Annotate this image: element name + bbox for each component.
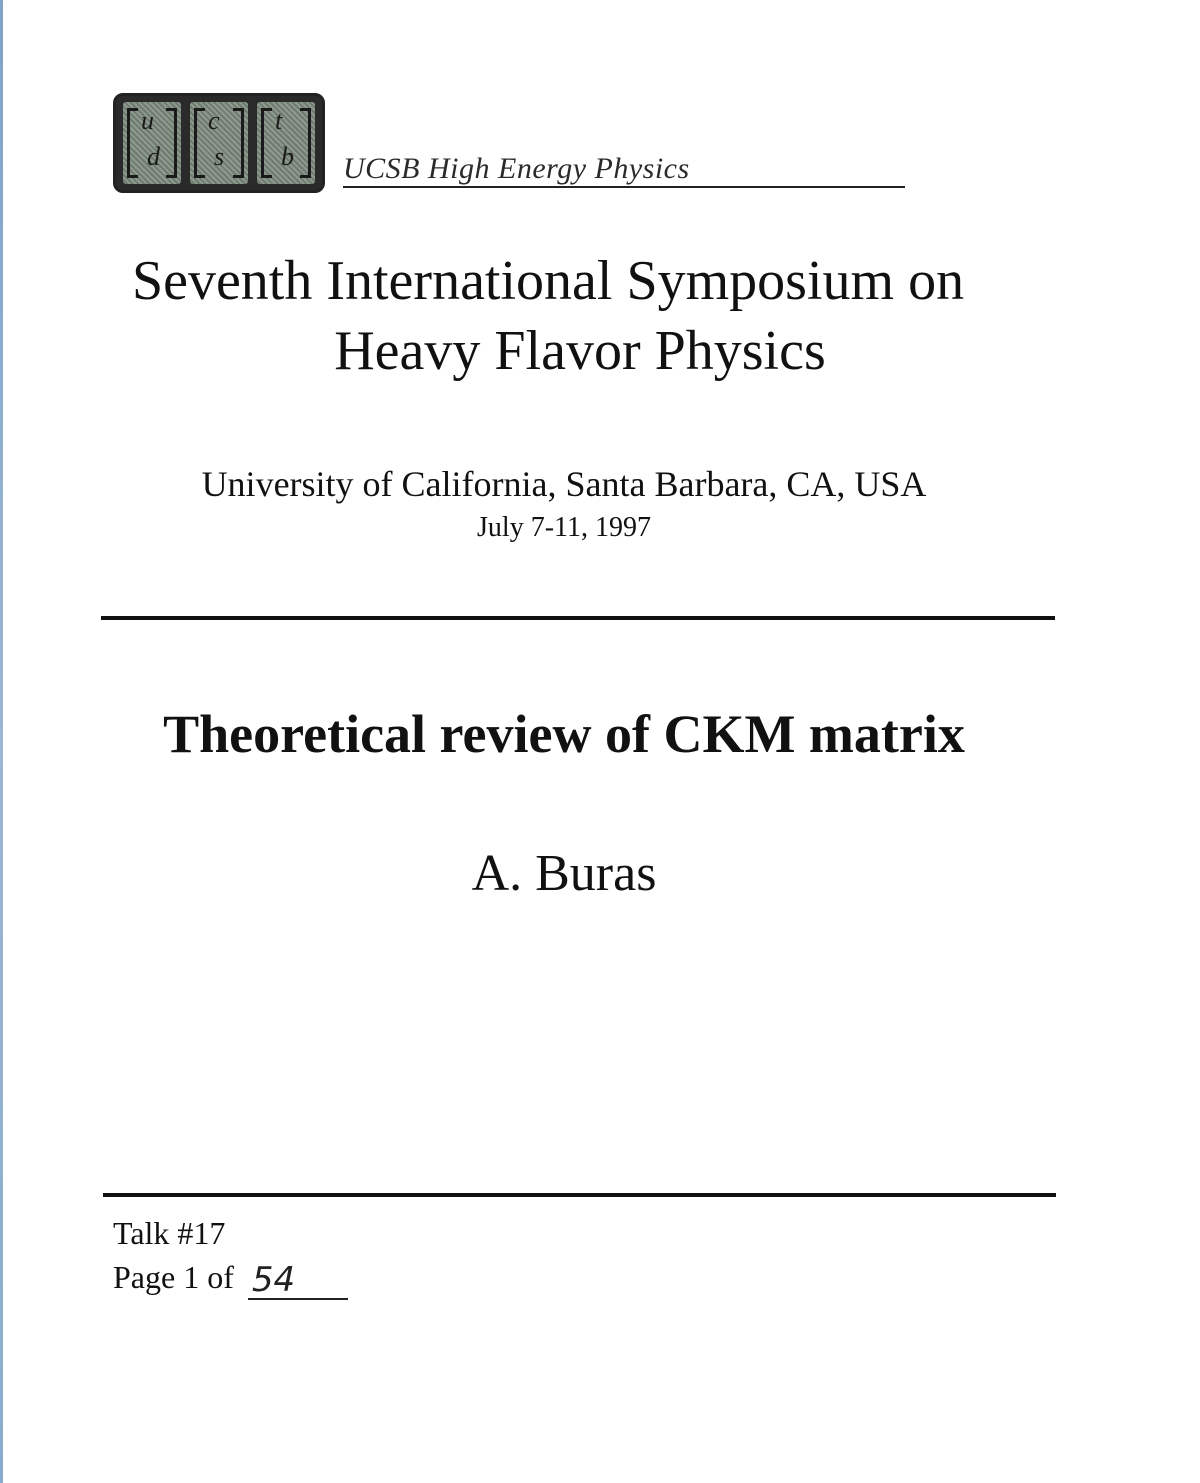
logo-quark-top: t — [275, 106, 283, 135]
logo-bracket-left — [194, 108, 205, 178]
logo-quark-pair-2 — [190, 102, 248, 184]
talk-number: Talk #17 — [113, 1215, 226, 1251]
symposium-title-line2: Heavy Flavor Physics — [334, 320, 826, 382]
logo-quark-top: c — [208, 106, 220, 135]
logo-bracket-left — [127, 108, 138, 178]
logo-quark-bottom: b — [281, 142, 294, 171]
org-header: UCSB High Energy Physics — [343, 152, 905, 188]
ucsb-logo — [113, 93, 325, 193]
scan-edge — [0, 0, 3, 1483]
logo-quark-pair-1 — [123, 102, 181, 184]
page-total-handwritten: 54 — [248, 1262, 348, 1300]
logo-quark-bottom: s — [214, 142, 225, 171]
logo-bracket-right — [233, 108, 244, 178]
logo-quark-bottom: d — [147, 142, 160, 171]
symposium-dates: July 7-11, 1997 — [477, 512, 651, 543]
logo-quark-pair-3 — [257, 102, 315, 184]
page-count — [113, 1258, 348, 1300]
divider-bottom — [103, 1193, 1056, 1197]
logo-bracket-left — [261, 108, 272, 178]
logo-quark-top: u — [141, 106, 154, 135]
talk-title: Theoretical review of CKM matrix — [163, 704, 965, 764]
logo-bracket-right — [166, 108, 177, 178]
divider-top — [101, 616, 1055, 620]
talk-author: A. Buras — [471, 845, 657, 902]
symposium-venue: University of California, Santa Barbara, CA, USA — [201, 464, 927, 504]
page-label: Page 1 of — [113, 1259, 234, 1295]
symposium-title-line1: Seventh International Symposium on — [131, 250, 965, 312]
logo-bracket-right — [300, 108, 311, 178]
